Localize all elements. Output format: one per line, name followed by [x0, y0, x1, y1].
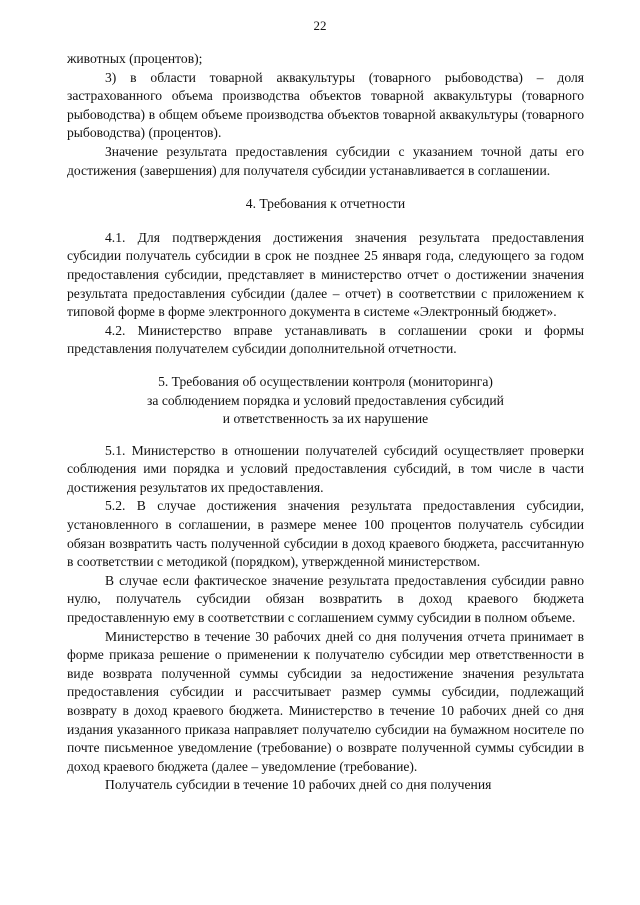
paragraph: Министерство в течение 30 рабочих дней со дня получения отчета принимает в форме приказа решение о применении к получателю субсидии мер ответственности в виде возврата полученной суммы субсидии за недостижение значения результата предоставления субсидии и рассчитывает размер суммы субсидии, подлежащий возврату в доход краевого бюджета. Министерство в течение 10 рабочих дней со дня издания указанного приказа направляет получателю субсидии на бумажном носителе по почте письменное уведомление (требование) о возврате полученной суммы субсидии в доход краевого бюджета (далее – уведомление (требование). [67, 628, 584, 774]
section-4-heading: 4. Требования к отчетности [245, 196, 406, 212]
paragraph: Получатель субсидии в течение 10 рабочих дней со дня получения [105, 777, 492, 793]
document-body [67, 50, 584, 795]
paragraph: 5.2. В случае достижения значения результата предоставления субсидии, установленного в соглашении, в размере менее 100 процентов получатель субсидии обязан возвратить часть полученной субсидии в доход краевого бюджета, рассчитанную в соответствии с методикой (порядком), утвержденной министерством. [67, 498, 584, 570]
paragraph: Значение результата предоставления субсидии с указанием точной даты его достижения (завершения) для получателя субсидии устанавливается в соглашении. [67, 143, 584, 178]
section-5-heading [67, 373, 584, 429]
page-number: 22 [313, 18, 327, 33]
paragraph: В случае если фактическое значение результата предоставления субсидии равно нулю, получатель субсидии обязан возвратить в доход краевого бюджета предоставленную ему в соответствии с соглашением сумму субсидии в полном объеме. [67, 572, 584, 626]
paragraph: животных (процентов); [67, 51, 203, 66]
section-5-heading-line: 5. Требования об осуществлении контроля (мониторинга) [158, 373, 493, 389]
paragraph: 3) в области товарной аквакультуры (товарного рыбоводства) – доля застрахованного объема производства объектов товарной аквакультуры (товарного рыбоводства) в общем объеме производства объектов товарной аквакультуры (товарного рыбоводства) (процентов). [67, 69, 584, 141]
paragraph: 4.2. Министерство вправе устанавливать в соглашении сроки и формы представления получателем субсидии дополнительной отчетности. [67, 322, 584, 357]
paragraph: 4.1. Для подтверждения достижения значения результата предоставления субсидии получатель субсидии в срок не позднее 25 января года, следующего за годом предоставления субсидии, представляет в министерство отчет о достижении значения результата предоставления субсидии (далее – отчет) в соответствии с приложением к типовой форме в форме электронного документа в системе «Электронный бюджет». [67, 229, 584, 320]
section-5-heading-line: за соблюдением порядка и условий предоставления субсидий [147, 392, 504, 408]
paragraph: 5.1. Министерство в отношении получателей субсидий осуществляет проверки соблюдения ими порядка и условий предоставления субсидий, в том числе в части достижения результатов их предоставления. [67, 442, 584, 495]
section-5-heading-line: и ответственность за их нарушение [222, 411, 429, 427]
